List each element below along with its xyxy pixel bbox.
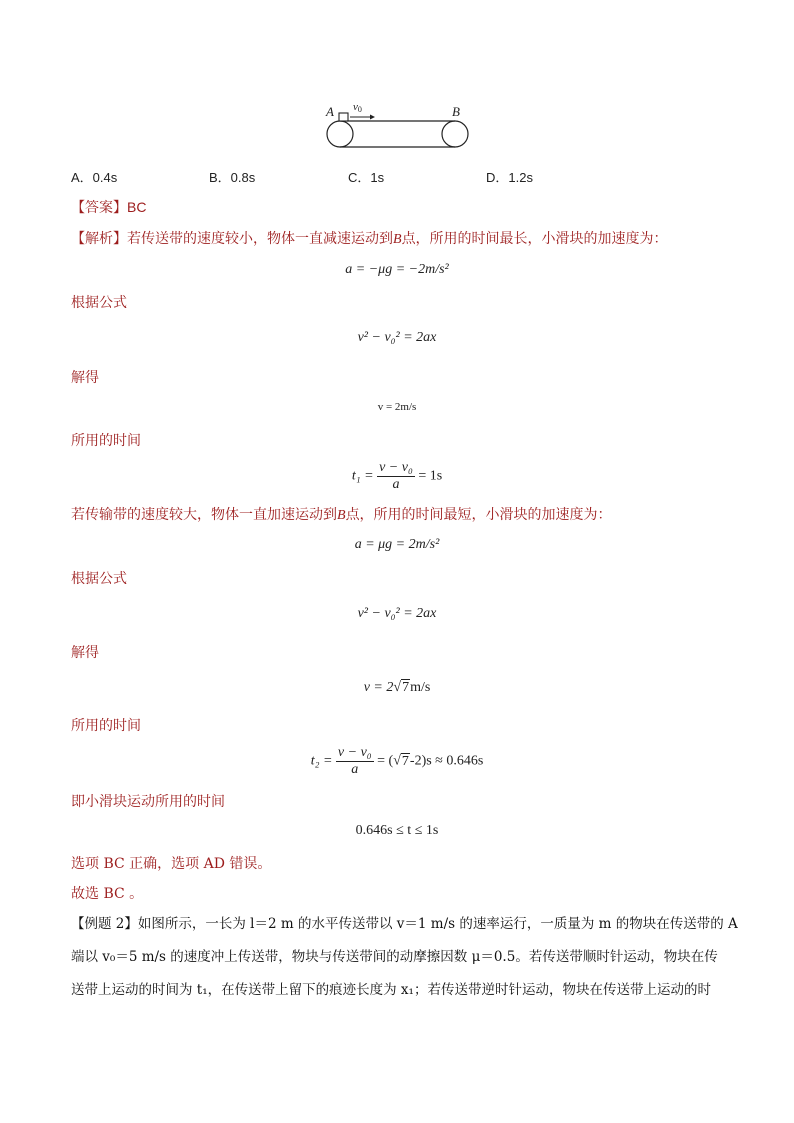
- equation-9: 0.646s ≤ t ≤ 1s: [355, 823, 439, 838]
- choice-d: D．1.2s: [486, 170, 533, 185]
- label-so: 即小滑块运动所用的时间: [71, 794, 225, 810]
- label-v0: v0: [353, 101, 362, 114]
- label-formula-2: 根据公式: [71, 571, 127, 587]
- equation-7: v = 2√7m/s: [363, 680, 431, 695]
- label-a: A: [326, 104, 334, 119]
- equation-1: a = −μg = −2m/s²: [345, 262, 449, 277]
- choice-a: A．0.4s: [71, 170, 118, 185]
- answer-line: [71, 198, 146, 217]
- label-time-1: 所用的时间: [71, 433, 141, 449]
- equation-4: t₁ = $\frac{\text{v − v₀}}{a}$ = 1s: [351, 460, 443, 492]
- equation-8: t₂ = $\frac{\text{v − v₀}}{a}$ = (√7-2)s ≈ 0.646s: [310, 745, 484, 777]
- example2-line-2: 端以 v₀＝5 m/s 的速度冲上传送带，物块与传送带间的动摩擦因数 μ＝0.5。若传送带顺时针运动，物块在传: [71, 949, 718, 965]
- fraction-2: $\frac{\text{v − v₀}}{a}$: [337, 745, 372, 777]
- analysis-line-1: 【解析】若传送带的速度较小，物体一直减速运动到B点，所用的时间最长，小滑块的加速度为：: [71, 231, 668, 247]
- example2-line-1: 【例题 2】如图所示，一长为 l＝2 m 的水平传送带以 v＝1 m/s 的速率运行，一质量为 m 的物块在传送带的 A: [71, 916, 738, 932]
- answer-bracket: 【答案】: [71, 200, 127, 216]
- choice-c: C．1s: [348, 170, 385, 185]
- analysis-line-2: 若传输带的速度较大，物体一直加速运动到B点，所用的时间最短，小滑块的加速度为：: [71, 507, 612, 523]
- fraction-1: $\frac{\text{v − v₀}}{a}$: [379, 460, 413, 492]
- answer-value: BC: [127, 199, 147, 215]
- label-solve-1: 解得: [71, 370, 99, 386]
- example2-bracket: 【例题 2】: [71, 916, 138, 932]
- velocity-arrowhead: [370, 115, 375, 120]
- label-time-2: 所用的时间: [71, 718, 141, 734]
- analysis-bracket: 【解析】: [71, 231, 127, 247]
- equation-3: v = 2m/s: [377, 401, 417, 413]
- label-b: B: [452, 104, 460, 119]
- conveyor-belt-diagram: [318, 98, 478, 150]
- label-formula-1: 根据公式: [71, 295, 127, 311]
- conclusion-line-1: 选项 BC 正确，选项 AD 错误。: [71, 856, 272, 872]
- equation-2: v² − v₀² = 2ax: [357, 330, 437, 345]
- equation-5: a = μg = 2m/s²: [354, 537, 440, 552]
- block: [339, 113, 348, 121]
- right-pulley: [442, 121, 468, 147]
- label-solve-2: 解得: [71, 645, 99, 661]
- left-pulley: [327, 121, 353, 147]
- example2-line-3: 送带上运动的时间为 t₁，在传送带上留下的痕迹长度为 x₁；若传送带逆时针运动，物块在传送带上运动的时: [71, 982, 711, 998]
- conclusion-line-2: 故选 BC 。: [71, 886, 144, 902]
- equation-6: v² − v₀² = 2ax: [357, 606, 437, 621]
- choice-b: B．0.8s: [209, 170, 256, 185]
